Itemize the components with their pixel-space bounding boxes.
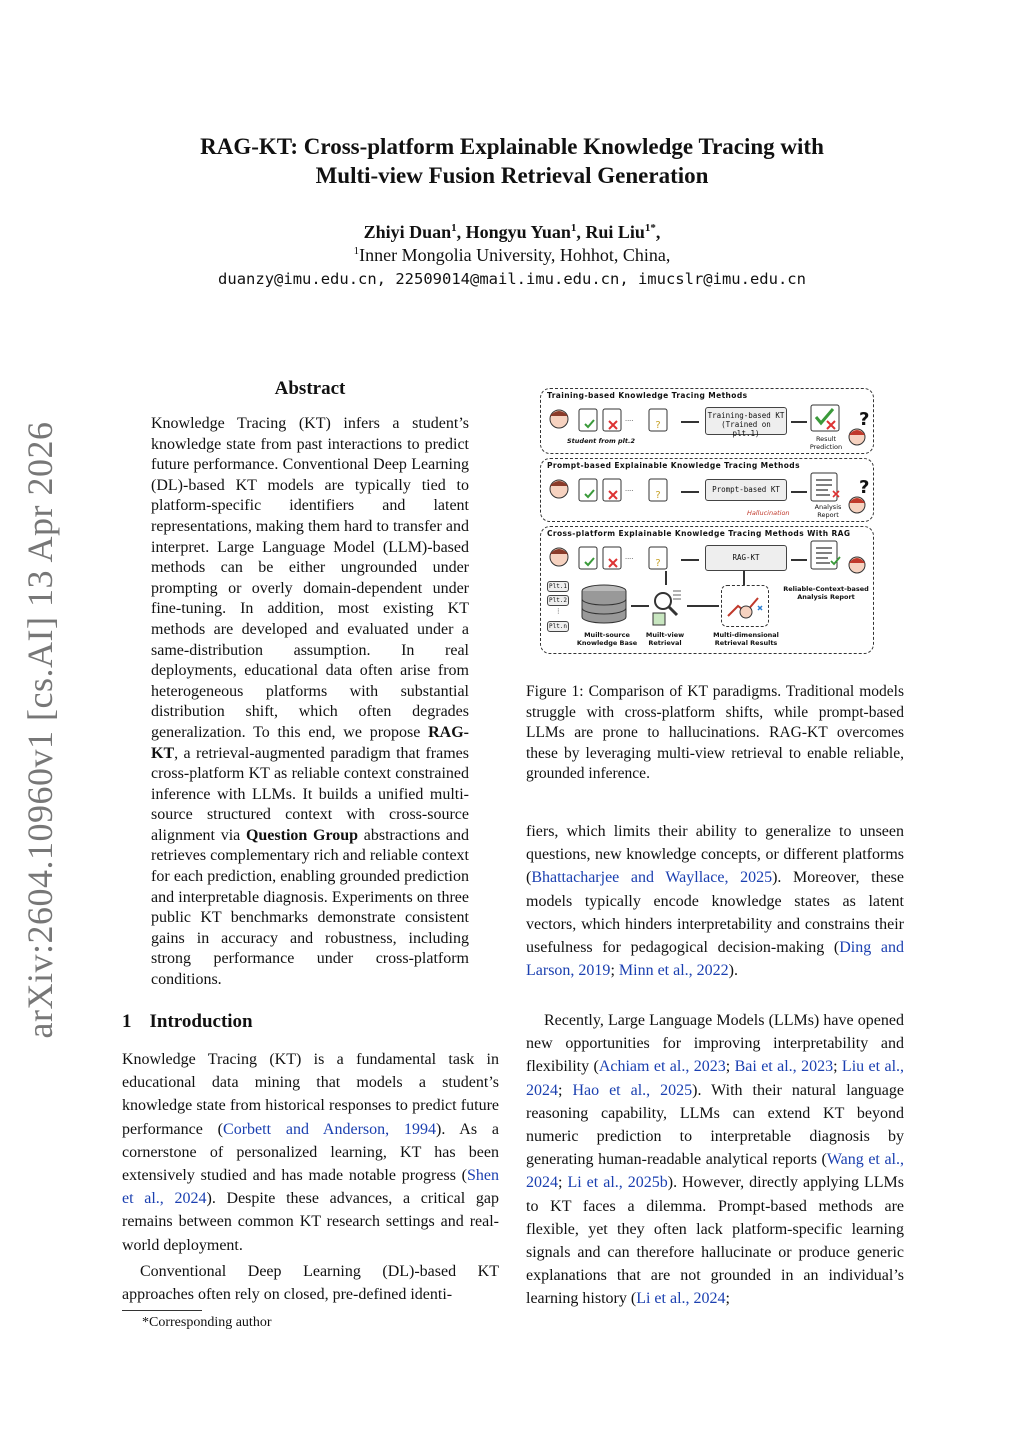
section-title: Introduction xyxy=(149,1011,253,1032)
dots: .... xyxy=(625,415,634,423)
multi-dimensional-label xyxy=(705,631,787,647)
arrow xyxy=(687,605,719,607)
author-2-sup: 1 xyxy=(570,222,577,234)
chart-icon xyxy=(722,586,766,624)
arrow xyxy=(665,571,667,585)
author-3-sup: 1* xyxy=(644,222,656,234)
dots: .... xyxy=(625,553,634,561)
author-1-sup: 1 xyxy=(451,222,457,234)
panel-title: Training-based Knowledge Tracing Methods xyxy=(547,391,748,400)
arrow xyxy=(791,421,807,423)
right-paragraph-1 xyxy=(526,820,904,982)
citation-link[interactable]: Li et al., 2025b xyxy=(567,1174,668,1192)
label-line: Prediction xyxy=(809,443,843,451)
author-3: Rui Liu xyxy=(585,222,645,242)
citation-link[interactable]: Li et al., 2024 xyxy=(636,1290,726,1308)
label-line: Muilt-view xyxy=(645,631,685,639)
body-text: ; xyxy=(558,1081,573,1099)
title-line-1: RAG-KT: Cross-platform Explainable Knowledge Tracing with xyxy=(200,134,824,159)
citation-link[interactable]: Bai et al., 2023 xyxy=(734,1058,834,1076)
prompt-kt-box: Prompt-based KT xyxy=(705,479,787,501)
abstract-text-3: abstractions and retrieves complementary rich and reliable context for each prediction, enabling grounded prediction and interpretable diagnosis. Experiments on three public KT benchmarks demonstrate consistent gains in accuracy and robustness, including strong performance under cross-platform conditions. xyxy=(151,826,469,989)
student-history-icons xyxy=(545,403,673,437)
citation-link[interactable]: Corbett and Anderson, 1994 xyxy=(223,1120,436,1138)
arrow xyxy=(743,571,745,585)
intro-text: ). Despite these advances, a critical gap remains between common KT research settings and real-world deployment. xyxy=(122,1190,500,1254)
question-mark: ? xyxy=(859,477,870,498)
citation-link[interactable]: Minn et al., 2022 xyxy=(618,962,729,980)
body-text: ). However, directly applying LLMs to KT faces a dilemma. Prompt-based methods are flexible, yet they often lack platform-specific learning signals and can therefore hallucinate or produce generic explanations that are not grounded in an individual’s learning history ( xyxy=(526,1174,905,1308)
arrow xyxy=(681,421,699,423)
label-line: Analysis xyxy=(814,503,842,511)
abstract-text-1: Knowledge Tracing (KT) infers a student’s knowledge state from past interactions to predict future performance. Conventional Deep Learning (DL)-based KT models are typically tied to platform-specific identifiers and latent representations, making them hard to transfer and interpret. Large Language Model (LLM)-based methods can be either ungrounded under prompting or overly domain-dependent under fine-tuning. In addition, most existing KT methods are developed and evaluated under a same-distribution assumption. In real deployments, educational data often arise from heterogeneous platforms with substantial distribution shift, which often degrades generalization. To this end, we propose xyxy=(151,415,469,741)
body-text: fiers, which limits their ability to generalize to unseen questions, new knowledge concepts, or different platforms ( xyxy=(526,823,904,887)
report-icon xyxy=(809,539,843,571)
body-text: ). Moreover, these models typically encode knowledge states as latent vectors, which hinders interpretability and constrains their usefulness for pedagogical decision-making ( xyxy=(526,869,904,957)
panel-title: Cross-platform Explainable Knowledge Tracing Methods With RAG xyxy=(547,529,851,538)
teacher-icon xyxy=(847,425,867,447)
training-kt-box xyxy=(705,407,787,438)
result-prediction-label xyxy=(799,435,853,451)
citation-link[interactable]: Ding and Larson, 2019 xyxy=(526,939,904,980)
label-line: Analysis Report xyxy=(797,593,855,601)
abstract-heading: Abstract xyxy=(274,378,346,399)
body-text: ). xyxy=(728,962,738,980)
citation-link[interactable]: Wang et al., 2024 xyxy=(526,1151,904,1192)
question-mark: ? xyxy=(859,409,870,430)
student-history-icons xyxy=(545,541,673,575)
body-text: ; xyxy=(833,1058,842,1076)
affiliation-text: Inner Mongolia University, Hohhot, China, xyxy=(359,245,671,265)
teacher-icon xyxy=(847,553,867,575)
panel-training-based xyxy=(540,388,874,454)
abstract-body xyxy=(151,414,469,991)
panel-title: Prompt-based Explainable Knowledge Tracing Methods xyxy=(547,461,800,470)
citation-link[interactable]: Liu et al., 2024 xyxy=(526,1058,905,1099)
citation-link[interactable]: Hao et al., 2025 xyxy=(572,1081,693,1099)
label-line: Retrieval xyxy=(648,639,682,647)
label-line: Multi-dimensional xyxy=(713,631,779,639)
arrow xyxy=(791,559,807,561)
multi-view-label xyxy=(639,631,691,647)
platform-1-tag: Plt.1 xyxy=(548,583,568,590)
analysis-report-label xyxy=(803,503,853,519)
arrow xyxy=(681,559,699,561)
footnote: *Corresponding author xyxy=(142,1315,272,1330)
abstract-bold-ragkt: RAG-KT xyxy=(151,723,469,762)
label-line: Result xyxy=(815,435,837,443)
box-label: Training-based KT xyxy=(707,411,785,420)
arrow xyxy=(681,491,699,493)
retrieval-results-box xyxy=(721,585,769,627)
database-icon xyxy=(579,583,629,627)
arrow xyxy=(631,605,649,607)
footnote-rule xyxy=(122,1310,202,1311)
label-line: Reliable-Context-based xyxy=(783,585,869,593)
author-list: Zhiyi Duan$^1$, Hongyu Yuan$^1$, Rui Liu$^{1*}$, xyxy=(363,222,661,242)
label-line: Muilt-source xyxy=(584,631,630,639)
arxiv-stamp: arXiv:2604.10960v1 [cs.AI] 13 Apr 2026 xyxy=(20,421,60,1039)
body-text: Recently, Large Language Models (LLMs) have opened new opportunities for improving interpretability and flexibility ( xyxy=(526,1012,904,1076)
abstract-text-2: , a retrieval-augmented paradigm that frames cross-platform KT as reliable context constrained inference with LLMs. It builds a unified multi-source structured context with cross-source alignment via xyxy=(151,744,469,844)
vertical-dots: ⋮ xyxy=(555,607,562,615)
abstract-bold-question-group: Question Group xyxy=(245,826,359,844)
svg-text:?: ? xyxy=(655,420,661,431)
citation-link[interactable]: Shen et al., 2024 xyxy=(122,1167,499,1208)
intro-paragraph-2: Conventional Deep Learning (DL)-based KT approaches often rely on closed, pre-defined identi- xyxy=(122,1263,499,1304)
author-emails[interactable]: duanzy@imu.edu.cn, 22509014@mail.imu.edu.cn, imucslr@imu.edu.cn xyxy=(218,270,806,288)
panel-prompt-based xyxy=(540,458,874,522)
svg-text:?: ? xyxy=(655,490,661,501)
platform-2-tag: Plt.2 xyxy=(548,597,568,604)
prediction-icon xyxy=(809,403,843,433)
platform-n-tag: Plt.n xyxy=(548,623,568,630)
author-2: Hongyu Yuan xyxy=(465,222,571,242)
affiliation-sup: 1 xyxy=(353,245,360,257)
dots: .... xyxy=(625,485,634,493)
label-line: Report xyxy=(817,511,839,519)
hallucination-label: Hallucination xyxy=(747,509,790,517)
report-icon xyxy=(809,471,843,503)
teacher-icon xyxy=(847,493,867,515)
section-heading-introduction xyxy=(122,1011,253,1033)
right-paragraph-2 xyxy=(526,1009,904,1311)
arrow xyxy=(791,491,807,493)
intro-text: Knowledge Tracing (KT) is a fundamental task in educational data mining that models a student’s knowledge state from historical responses to predict future performance ( xyxy=(122,1051,499,1138)
body-text: ). With their natural language reasoning capability, LLMs can extend KT beyond numeric prediction to interpretable diagnosis by generating human-readable analytical reports ( xyxy=(526,1081,904,1169)
knowledge-base-label xyxy=(575,631,639,647)
author-1: Zhiyi Duan xyxy=(363,222,452,242)
citation-link[interactable]: Bhattacharjee and Wayllace, 2025 xyxy=(531,869,773,887)
intro-text: ). As a cornerstone of personalized learning, KT has been extensively studied and has made notable progress ( xyxy=(122,1120,500,1185)
retrieval-icon xyxy=(649,587,683,627)
citation-link[interactable]: Achiam et al., 2023 xyxy=(598,1058,726,1076)
label-line: Retrieval Results xyxy=(714,639,778,647)
box-label: (Trained on plt.1) xyxy=(721,420,771,438)
figure-1 xyxy=(540,388,876,656)
intro-paragraph-1 xyxy=(122,1048,499,1257)
reliable-report-label xyxy=(779,585,873,601)
panel-rag-kt xyxy=(540,526,874,654)
section-number: 1 xyxy=(122,1011,132,1032)
body-text: ; xyxy=(725,1290,730,1308)
body-text: ; xyxy=(725,1058,735,1076)
title-line-2: Multi-view Fusion Retrieval Generation xyxy=(315,163,709,188)
label-line: Knowledge Base xyxy=(576,639,638,647)
figure-caption: Figure 1: Comparison of KT paradigms. Traditional models struggle with cross-platform shifts, while prompt-based LLMs are prone to hallucinations. RAG-KT overcomes these by leveraging multi-view retrieval to enable reliable, grounded inference. xyxy=(526,683,904,783)
student-label: Student from plt.2 xyxy=(567,437,635,445)
paper-title xyxy=(120,132,904,190)
svg-text:?: ? xyxy=(655,558,661,569)
affiliation xyxy=(120,245,904,266)
body-text: ; xyxy=(610,962,619,980)
rag-kt-box: RAG-KT xyxy=(705,545,787,571)
body-text: ; xyxy=(558,1174,568,1192)
student-history-icons xyxy=(545,473,673,507)
